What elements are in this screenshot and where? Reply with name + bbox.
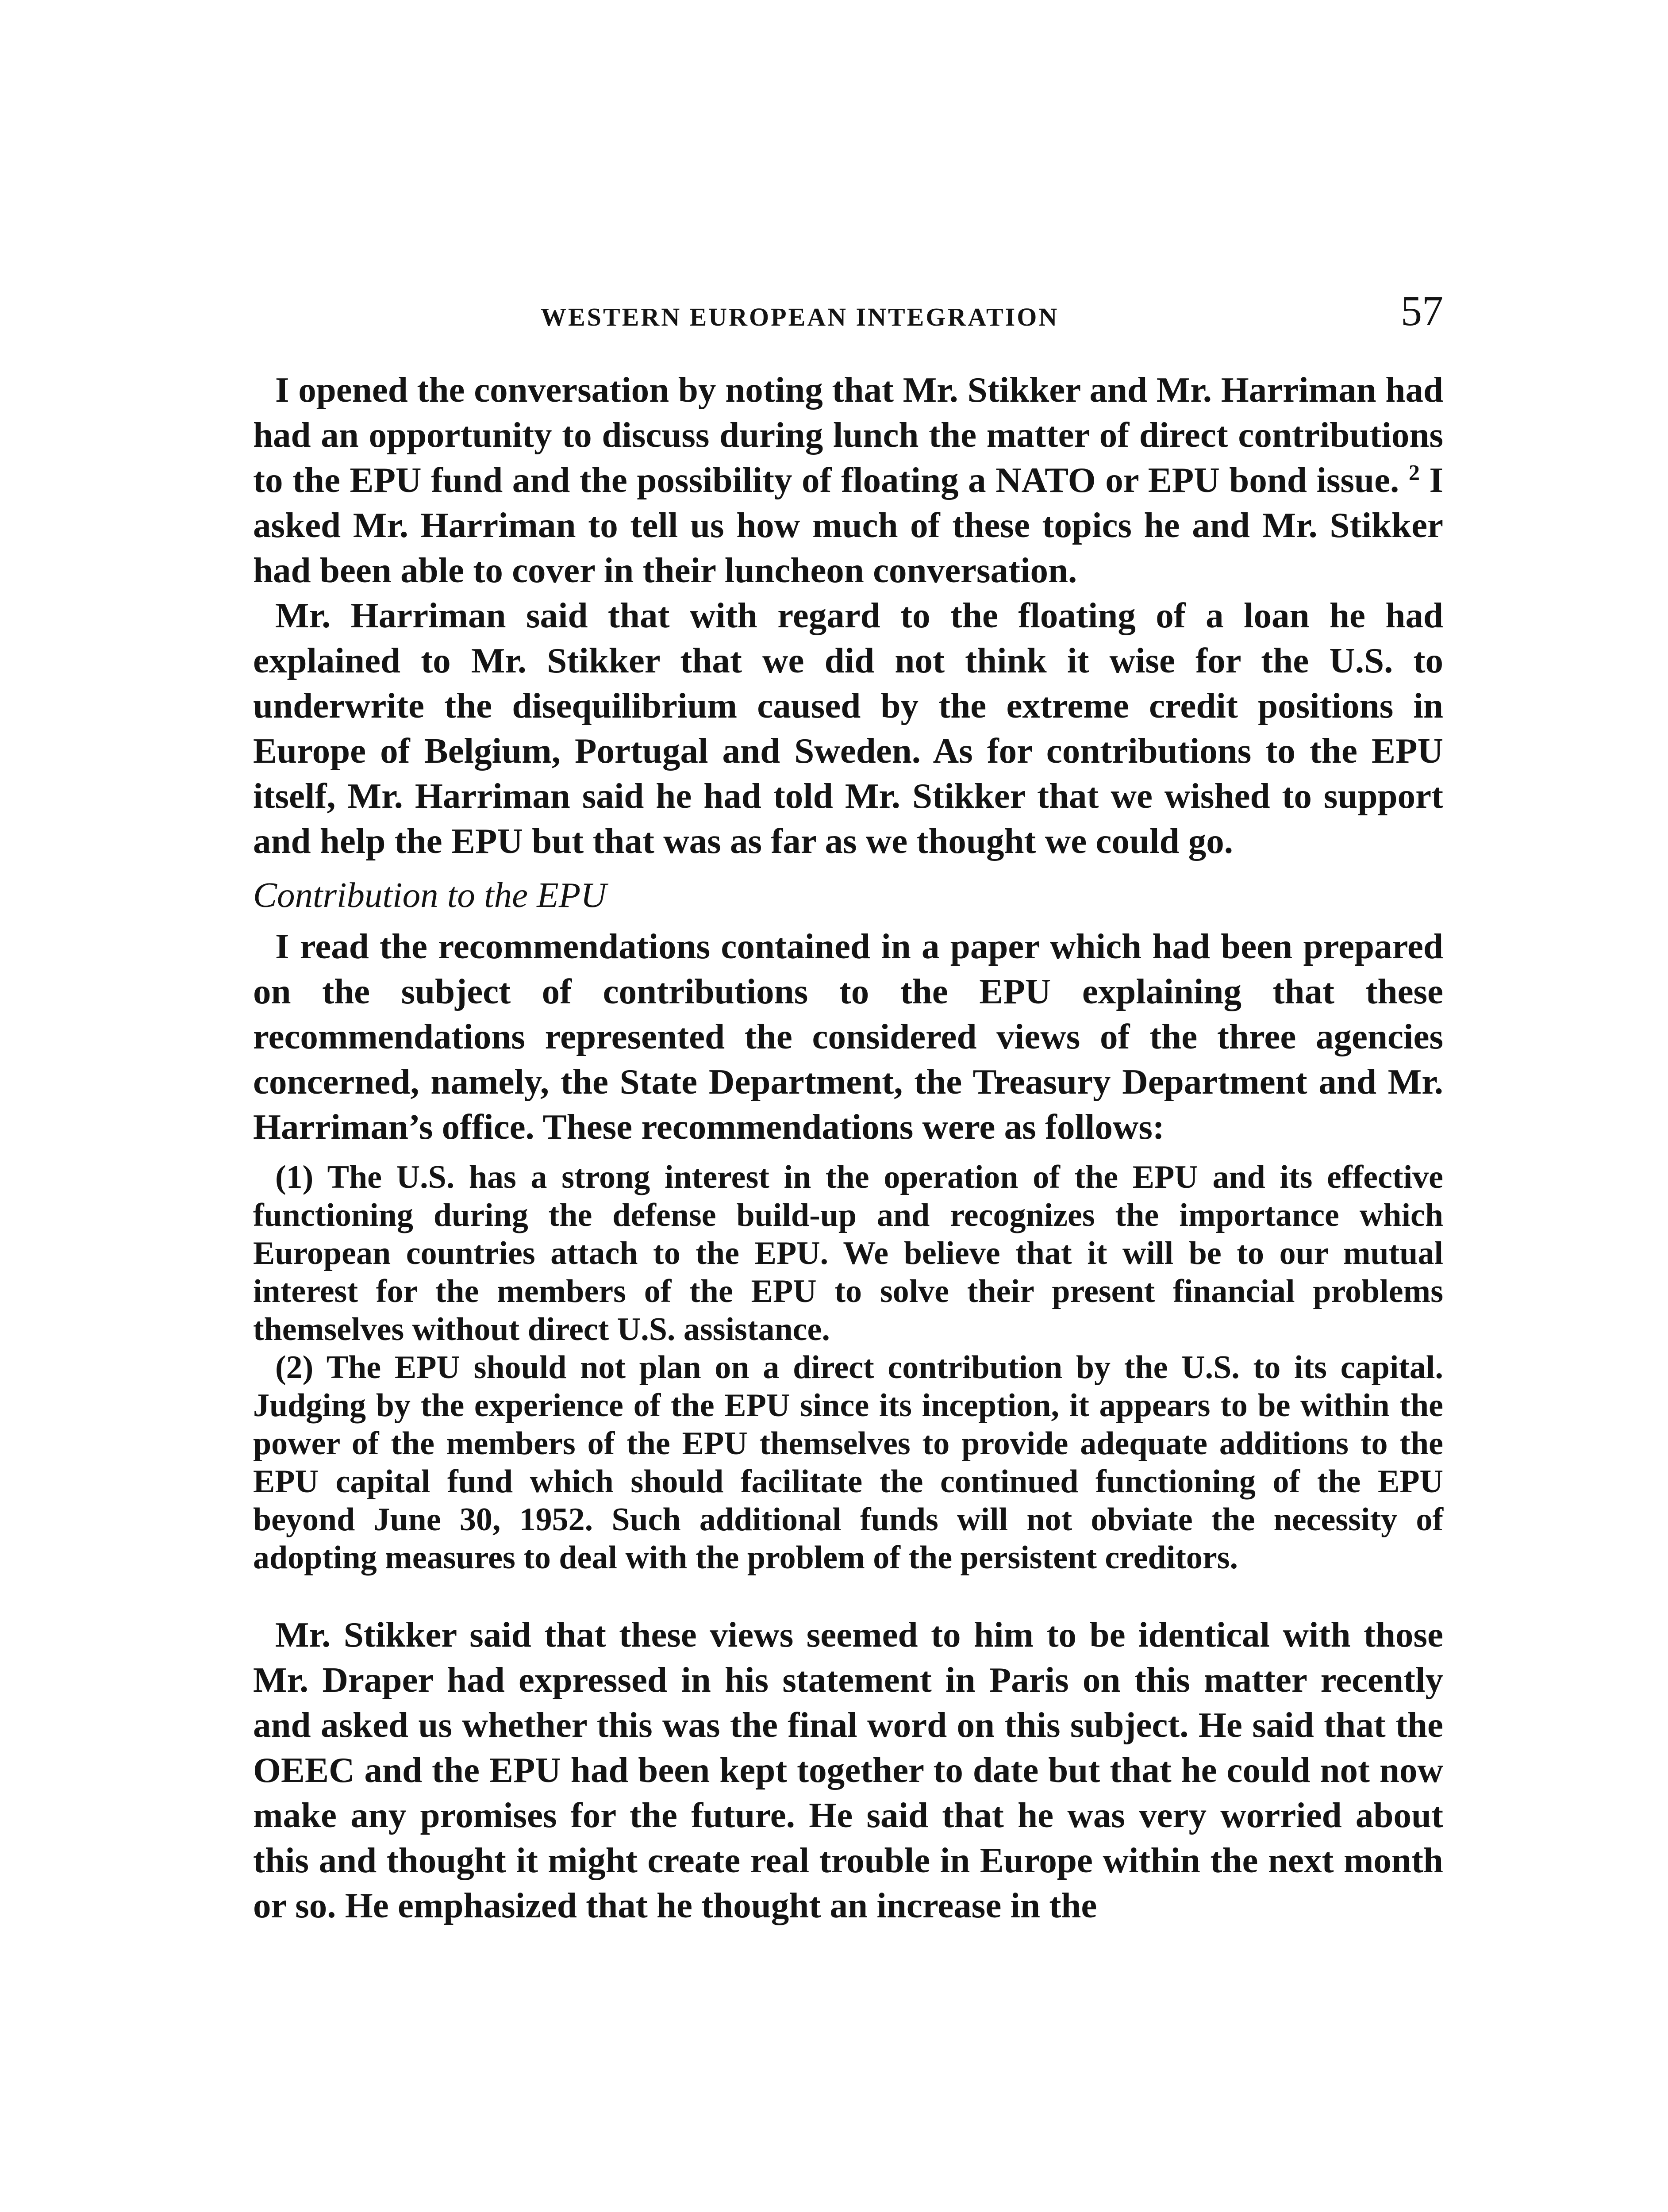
paragraph-opening: [253, 367, 1443, 593]
footnote-reference: 2: [1408, 460, 1420, 485]
recommendations-extract: [253, 1158, 1443, 1577]
paragraph-text: I asked Mr. Harriman to tell us how much of these topics he and Mr. Stikker had been able to cover in their luncheon conversation.: [253, 460, 1444, 590]
paragraph-stikker-response: Mr. Stikker said that these views seemed to him to be identical with those Mr. Draper had expressed in his statement in Paris on this matter recently and asked us whether this was the final word on this subject. He said that the OEEC and the EPU had been kept together to date but that he could not now make any promises for the future. He said that he was very worried about this and thought it might create real trouble in Europe within the next month or so. He emphasized that he thought an increase in the: [253, 1615, 1443, 1925]
document-page: [253, 0, 1443, 2212]
body-text: [253, 367, 1443, 1928]
running-title: WESTERN EUROPEAN INTEGRATION: [541, 303, 1059, 331]
paragraph-text: I opened the conversation by noting that Mr. Stikker and Mr. Harriman had had an opportunity to discuss during lunch the matter of direct contributions to the EPU fund and the possibility of floating a NATO or EPU bond issue.: [253, 370, 1443, 500]
paragraph-recommendations-intro: I read the recommendations contained in a paper which had been prepared on the subject of contributions to the EPU explaining that these recommendations represented the considered views of the three agencies concerned, namely, the State Department, the Treasury Department and Mr. Harriman’s office. These recommendations were as follows:: [253, 926, 1443, 1147]
section-heading: Contribution to the EPU: [253, 875, 607, 915]
page-number: 57: [1401, 287, 1443, 334]
recommendation-2: (2) The EPU should not plan on a direct contribution by the U.S. to its capital. Judging by the experience of the EPU since its inception, it appears to be within the power of the members of the EPU themselves to provide adequate additions to the EPU capital fund which should facilitate the continued functioning of the EPU beyond June 30, 1952. Such additional funds will not obviate the necessity of adopting measures to deal with the problem of the persistent creditors.: [253, 1349, 1443, 1576]
paragraph-harriman-loan: Mr. Harriman said that with regard to the floating of a loan he had explained to Mr. Stikker that we did not think it wise for the U.S. to underwrite the disequilibrium caused by the extreme credit positions in Europe of Belgium, Portugal and Sweden. As for contributions to the EPU itself, Mr. Harriman said he had told Mr. Stikker that we wished to support and help the EPU but that was as far as we thought we could go.: [253, 595, 1443, 861]
running-header: [253, 287, 1443, 343]
recommendation-1: (1) The U.S. has a strong interest in the operation of the EPU and its effective functioning during the defense build-up and recognizes the importance which European countries attach to the EPU. We believe that it will be to our mutual interest for the members of the EPU to solve their present financial problems themselves without direct U.S. assistance.: [253, 1159, 1443, 1348]
